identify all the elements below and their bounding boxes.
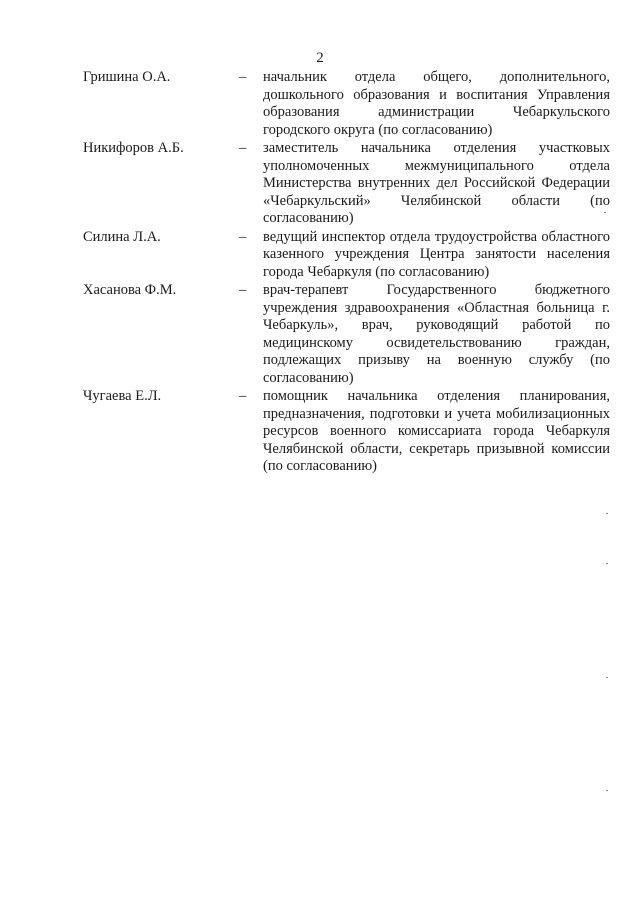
commission-member-list — [0, 69, 640, 476]
scan-speck — [606, 513, 608, 514]
member-entry — [0, 140, 640, 228]
member-dash: – — [239, 282, 247, 298]
member-position: помощник начальника отделения планирования, предназначения, подготовки и учета мобилизационных ресурсов военного комиссариата города Чебаркуля Челябинской области, секретарь призывной комиссии (по согласованию) — [263, 388, 610, 474]
member-position: заместитель начальника отделения участковых уполномоченных межмуниципального отдела Министерства внутренних дел Российской Федерации «Чебаркульский» Челябинской области (по согласованию) — [263, 140, 610, 226]
member-entry — [0, 229, 640, 282]
member-position: начальник отдела общего, дополнительного, дошкольного образования и воспитания Управления образования администрации Чебаркульского городского округа (по согласованию) — [263, 69, 610, 138]
scan-speck — [606, 563, 608, 564]
member-entry — [0, 282, 640, 387]
member-name: Силина Л.А. — [83, 228, 161, 245]
member-name: Гришина О.А. — [83, 69, 171, 85]
member-name: Чугаева Е.Л. — [83, 388, 162, 404]
member-name: Хасанова Ф.М. — [83, 282, 177, 298]
scan-speck — [604, 212, 606, 213]
scan-speck — [606, 790, 608, 791]
member-dash: – — [239, 69, 247, 85]
member-dash: – — [239, 388, 247, 404]
member-dash: – — [239, 228, 247, 245]
page-number: 2 — [316, 50, 324, 66]
member-entry — [0, 69, 640, 139]
member-position: ведущий инспектор отдела трудоустройства областного казенного учреждения Центра занятости населения города Чебаркуля (по согласованию) — [263, 228, 610, 280]
scan-speck — [606, 677, 608, 678]
member-entry — [0, 388, 640, 476]
member-dash: – — [239, 140, 247, 156]
member-position: врач-терапевт Государственного бюджетного учреждения здравоохранения «Областная больница г. Чебаркуль», врач, руководящий работой по медицинскому освидетельствованию граждан, подлежащих призыву на военную службу (по согласованию) — [263, 282, 610, 386]
member-name: Никифоров А.Б. — [83, 140, 184, 156]
